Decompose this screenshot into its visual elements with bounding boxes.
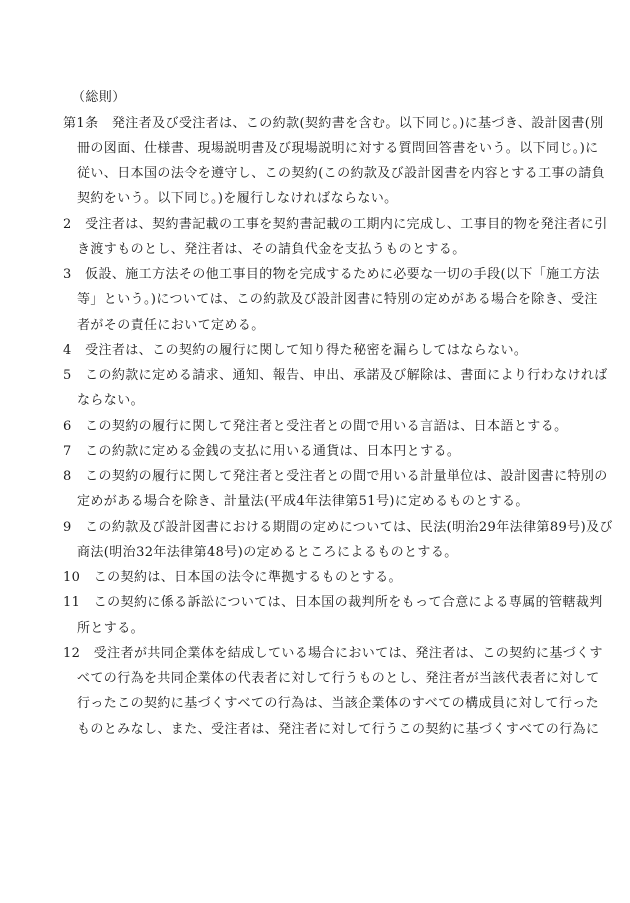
paragraph-12-line: ものとみなし、また、受注者は、発注者に対して行うこの契約に基づくすべての行為に bbox=[77, 722, 600, 737]
paragraph-12-line: 12 受注者が共同企業体を結成している場合においては、発注者は、この契約に基づくす bbox=[63, 646, 603, 661]
article-1-line: 第1条 発注者及び受注者は、この約款(契約書を含む。以下同じ。)に基づき、設計図書(別 bbox=[63, 116, 604, 131]
paragraph-6-line: 6 この契約の履行に関して発注者と受注者との間で用いる言語は、日本語とする。 bbox=[63, 419, 568, 434]
paragraph-3-line: 等」という。)については、この約款及び設計図書に特別の定めがある場合を除き、受注 bbox=[77, 292, 598, 307]
paragraph-2-line: き渡すものとし、発注者は、その請負代金を支払うものとする。 bbox=[77, 242, 466, 257]
article-1-line: 従い、日本国の法令を遵守し、この契約(この約款及び設計図書を内容とする工事の請負 bbox=[77, 166, 606, 181]
article-1-line: 冊の図面、仕様書、現場説明書及び現場説明に対する質問回答書をいう。以下同じ。)に bbox=[77, 141, 599, 156]
paragraph-10-line: 10 この契約は、日本国の法令に準拠するものとする。 bbox=[63, 570, 402, 585]
paragraph-7-line: 7 この約款に定める金銭の支払に用いる通貨は、日本円とする。 bbox=[63, 444, 461, 459]
paragraph-11-line: 11 この契約に係る訴訟については、日本国の裁判所をもって合意による専属的管轄裁判 bbox=[63, 595, 603, 610]
paragraph-5-line: 5 この約款に定める請求、通知、報告、申出、承諾及び解除は、書面により行わなければ bbox=[63, 368, 608, 383]
paragraph-8-line: 定めがある場合を除き、計量法(平成4年法律第51号)に定めるものとする。 bbox=[77, 494, 529, 509]
paragraph-4-line: 4 受注者は、この契約の履行に関して知り得た秘密を漏らしてはならない。 bbox=[63, 343, 528, 358]
paragraph-12-line: 行ったこの契約に基づくすべての行為は、当該企業体のすべての構成員に対して行った bbox=[77, 696, 600, 711]
paragraph-3-line: 3 仮設、施工方法その他工事目的物を完成するために必要な一切の手段(以下「施工方法 bbox=[63, 267, 600, 282]
paragraph-2-line: 2 受注者は、契約書記載の工事を契約書記載の工期内に完成し、工事目的物を発注者に引 bbox=[63, 217, 608, 232]
paragraph-8-line: 8 この契約の履行に関して発注者と受注者との間で用いる計量単位は、設計図書に特別の bbox=[63, 469, 608, 484]
paragraph-12-line: べての行為を共同企業体の代表者に対して行うものとし、発注者が当該代表者に対して bbox=[77, 671, 600, 686]
paragraph-5-line: ならない。 bbox=[77, 393, 145, 408]
section-heading: （総則） bbox=[72, 90, 126, 105]
paragraph-11-line: 所とする。 bbox=[77, 621, 145, 636]
paragraph-3-line: 者がその責任において定める。 bbox=[77, 318, 265, 333]
paragraph-9-line: 9 この約款及び設計図書における期間の定めについては、民法(明治29年法律第89号)及び bbox=[63, 520, 613, 535]
article-1-line: 契約をいう。以下同じ。)を履行しなければならない。 bbox=[77, 191, 398, 206]
paragraph-9-line: 商法(明治32年法律第48号)の定めるところによるものとする。 bbox=[77, 545, 458, 560]
